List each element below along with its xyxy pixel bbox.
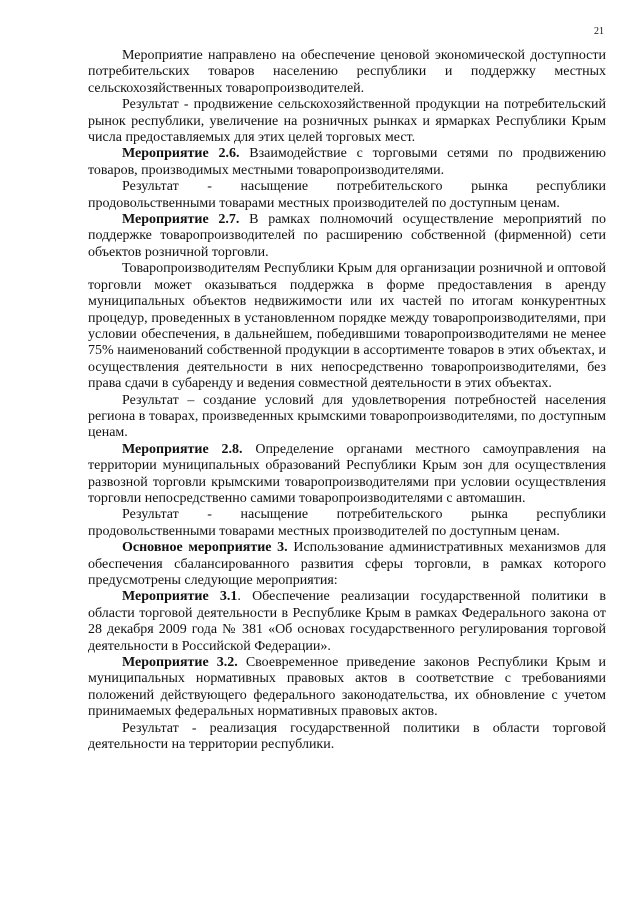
paragraph [88, 48, 606, 97]
paragraph [88, 393, 606, 442]
paragraph [88, 146, 606, 179]
paragraph-text: Товаропроизводителям Республики Крым для организации розничной и оптовой торговли может оказываться поддержка в форме предоставления в аренду муниципальных объектов недвижимости или их частей по итогам конкурентных процедур, проведенных в установленном порядке между товаропроизводителями, при условии обеспечения, в дальнейшем, победившими товаропроизводителями не менее 75% наименований собственной продукции в ассортименте товаров в этих объектах, и осуществления деятельности в них непосредственно товаропроизводителями, без права сдачи в субаренду и ведения совместной деятельности в этих объектах. [88, 261, 606, 392]
paragraph [88, 589, 606, 655]
paragraph-text: Результат – создание условий для удовлетворения потребностей населения региона в товарах, произведенных крымскими товаропроизводителями, по доступным ценам. [88, 392, 606, 441]
paragraph [88, 540, 606, 589]
paragraph-title: Мероприятие 2.8. [122, 441, 243, 457]
paragraph-text: Результат - продвижение сельскохозяйственной продукции на потребительский рынок республики, увеличение на розничных рынках и ярмарках Республики Крым числа предоставляемых для этих целей торговых мест. [88, 97, 606, 146]
paragraph-text: . Обеспечение реализации государственной политики в области торговой деятельности в Республике Крым в рамках Федерального закона от 28 декабря 2009 года № 381 «Об основах государственного регулирования торговой деятельности в Российской Федерации». [88, 589, 606, 654]
paragraph-text: Результат - реализация государственной политики в области торговой деятельности на территории республики. [88, 720, 606, 753]
document-body [88, 48, 606, 753]
paragraph [88, 655, 606, 721]
paragraph-text: Своевременное приведение законов Республики Крым и муниципальных нормативных правовых актов в соответствие с требованиями положений действующего федерального законодательства, их обновление с учетом принимаемых федеральных нормативных правовых актов. [88, 655, 606, 720]
paragraph-text: Определение органами местного самоуправления на территории муниципальных образований Республики Крым зон для осуществления развозной торговли крымскими товаропроизводителями при условии осуществления торговли непосредственно самими товаропроизводителями с автомашин. [88, 441, 606, 506]
paragraph-text: Использование административных механизмов для обеспечения сбалансированного развития сферы торговли, в рамках которого предусмотрены следующие мероприятия: [88, 540, 606, 588]
paragraph [88, 261, 606, 392]
paragraph-title: Мероприятие 3.2. [122, 655, 238, 671]
paragraph [88, 507, 606, 540]
page-number: 21 [594, 26, 604, 37]
paragraph-text: В рамках полномочий осуществление мероприятий по поддержке товаропроизводителей по расширению собственной (фирменной) сети объектов розничной торговли. [88, 212, 606, 260]
paragraph-text: Результат - насыщение потребительского рынка республики продовольственными товарами местных производителей по доступным ценам. [88, 179, 606, 211]
paragraph-title: Основное мероприятие 3. [122, 540, 288, 556]
paragraph-title: Мероприятие 2.7. [122, 212, 240, 228]
paragraph-title: Мероприятие 2.6. [122, 146, 240, 162]
paragraph [88, 442, 606, 508]
paragraph-text: Взаимодействие с торговыми сетями по продвижению товаров, производимых местными товаропроизводителями. [88, 146, 606, 178]
paragraph-title: Мероприятие 3.1 [122, 589, 238, 605]
paragraph-text: Результат - насыщение потребительского рынка республики продовольственными товарами местных производителей по доступным ценам. [88, 507, 606, 539]
paragraph [88, 212, 606, 261]
paragraph-text: Мероприятие направлено на обеспечение ценовой экономической доступности потребительских товаров населению республики и поддержку местных сельскохозяйственных товаропроизводителей. [88, 48, 606, 96]
paragraph [88, 97, 606, 146]
paragraph [88, 721, 606, 754]
paragraph [88, 179, 606, 212]
